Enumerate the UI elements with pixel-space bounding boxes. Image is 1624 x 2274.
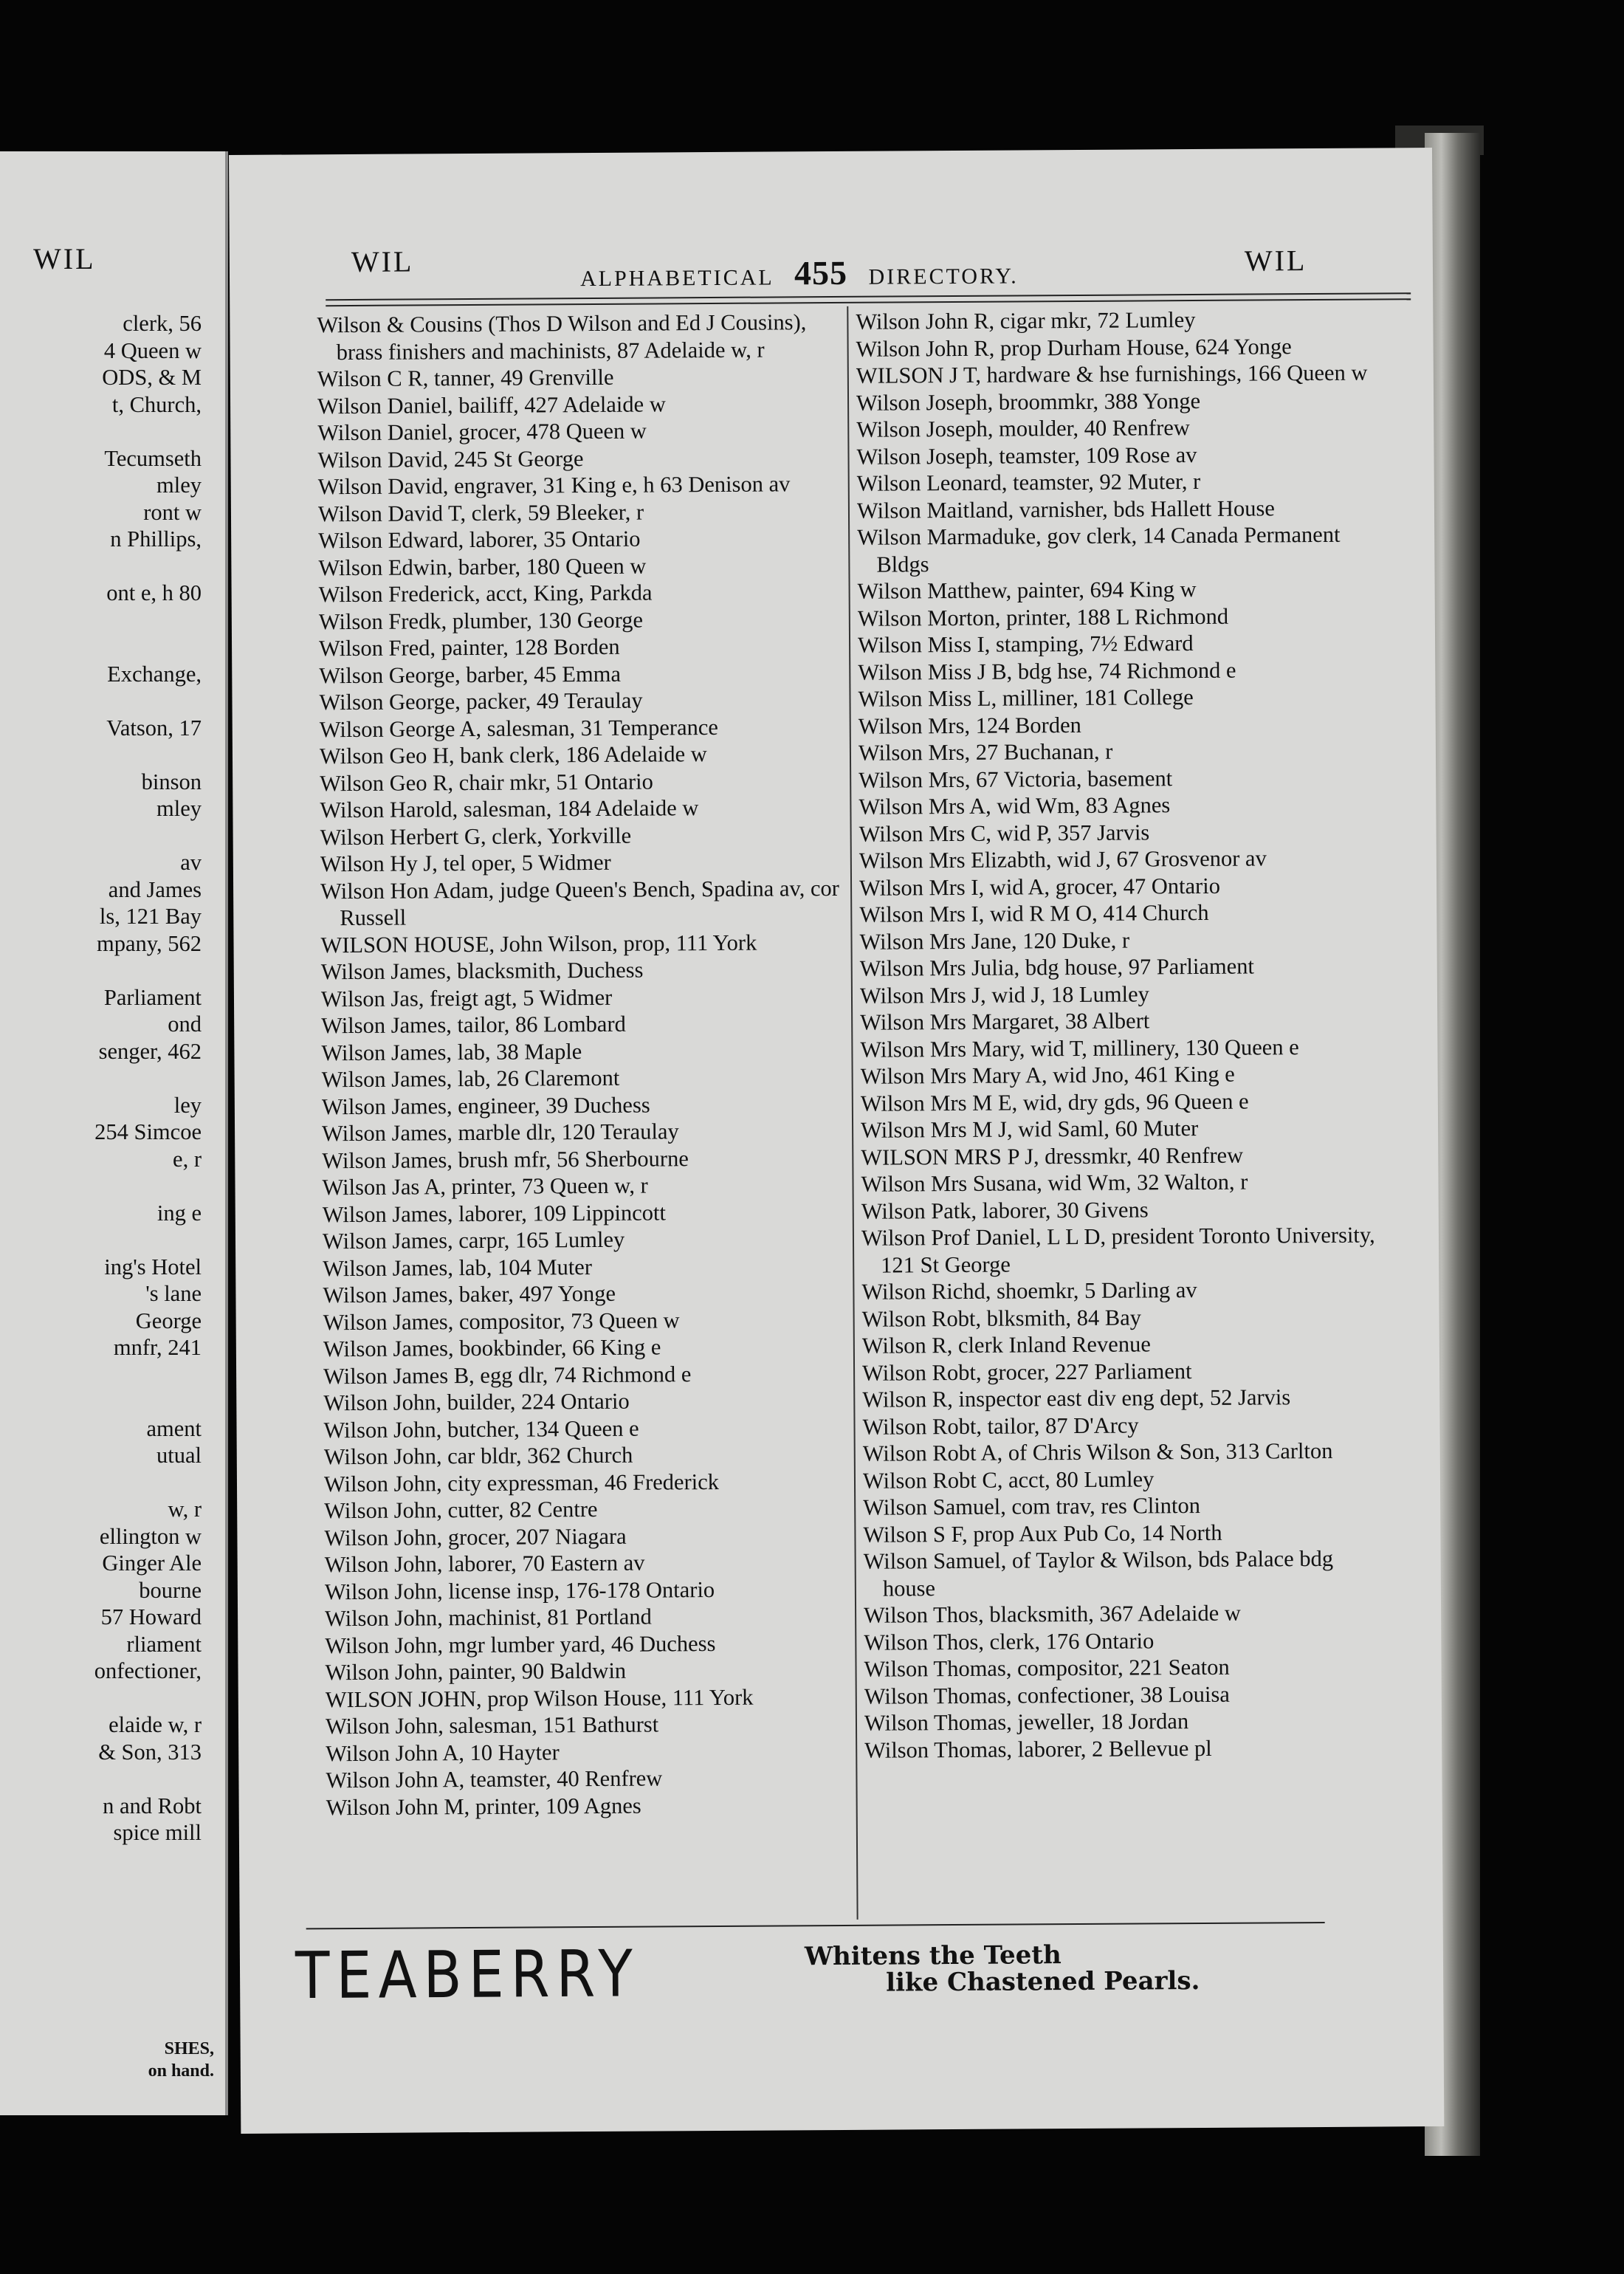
directory-entry: Wilson James, lab, 26 Claremont [321,1065,620,1093]
header-title-directory: DIRECTORY. [868,264,1019,289]
left-page-line: & Son, 313 [98,1739,202,1765]
directory-entry: Wilson Jas, freigt agt, 5 Widmer [320,984,613,1011]
directory-entry: Wilson James, lab, 38 Maple [321,1038,582,1065]
ad-tagline-2: like Chastened Pearls. [886,1966,1200,1998]
directory-entry: Wilson James, marble dlr, 120 Teraulay [321,1119,679,1147]
directory-entry: Wilson John, car bldr, 362 Church [323,1442,633,1470]
ad-brand-name: TEABERRY [295,1935,640,2013]
directory-entry: Wilson James, baker, 497 Yonge [323,1280,616,1308]
left-page-line: elaide w, r [109,1712,202,1737]
directory-entry: Wilson Herbert G, clerk, Yorkville [320,822,632,850]
directory-entry: Wilson David, 245 St George [317,445,584,473]
left-page-column [0,310,218,1847]
directory-column-2 [856,306,1381,1764]
directory-entry: Wilson John, laborer, 70 Eastern av [324,1550,645,1578]
directory-column-1 [317,309,850,1821]
directory-entry: Wilson John, grocer, 207 Niagara [324,1523,627,1550]
directory-entry: Wilson Fred, painter, 128 Borden [318,633,620,662]
directory-entry: Wilson James, lab, 104 Muter [323,1254,593,1281]
left-page-line: ing e [156,1200,202,1226]
left-page-line [0,687,218,715]
left-page-line: ODS, & M [102,365,202,390]
directory-entry: Wilson Mrs I, wid A, grocer, 47 Ontario [859,873,1221,901]
left-page-line: 254 Simcoe [94,1119,202,1144]
directory-entry: Wilson Thos, clerk, 176 Ontario [864,1627,1155,1655]
directory-entry: Wilson John, license insp, 176-178 Ontario [324,1576,715,1604]
directory-entry: Wilson Thomas, confectioner, 38 Louisa [864,1681,1230,1709]
directory-entry: Wilson Mrs A, wid Wm, 83 Agnes [859,792,1171,820]
directory-entry: Wilson Hy J, tel oper, 5 Widmer [320,849,611,877]
directory-entry: Wilson Edward, laborer, 35 Ontario [318,526,641,554]
directory-entry: Wilson Mrs Elizabth, wid J, 67 Grosvenor av [859,845,1267,873]
directory-entry: Wilson Robt, blksmith, 84 Bay [861,1304,1142,1332]
directory-entry: Wilson Joseph, teamster, 109 Rose av [856,442,1197,470]
directory-entry: Wilson Thos, blacksmith, 367 Adelaide w [863,1600,1241,1628]
left-page-line [0,741,218,769]
directory-entry: WILSON HOUSE, John Wilson, prop, 111 York [320,930,757,958]
left-page-line [0,1172,218,1200]
directory-entry: Wilson Mrs J, wid J, 18 Lumley [859,980,1149,1009]
left-page-line: ley [173,1092,202,1118]
header-right-word: WIL [1244,244,1307,278]
directory-entry: Wilson S F, prop Aux Pub Co, 14 North [863,1519,1222,1548]
directory-entry: Wilson C R, tanner, 49 Grenville [317,364,614,392]
directory-entry: Wilson James B, egg dlr, 74 Richmond e [323,1361,692,1389]
directory-entry: Wilson Joseph, moulder, 40 Renfrew [856,415,1190,442]
left-page-line [0,1685,218,1712]
directory-entry: Wilson Mrs, 124 Borden [858,712,1081,739]
directory-entry: Wilson John, cutter, 82 Centre [324,1496,598,1524]
left-page-line [0,418,218,445]
directory-entry: WILSON JOHN, prop Wilson House, 111 York [325,1684,754,1712]
left-page-line: w, r [168,1497,202,1522]
directory-entry: Wilson Mrs Julia, bdg house, 97 Parliament [859,953,1255,981]
directory-entry: Wilson John, butcher, 134 Queen e [323,1415,639,1443]
left-page-line: mpany, 562 [96,930,202,956]
directory-entry: Wilson Robt A, of Chris Wilson & Son, 313 Carlton [862,1437,1333,1466]
directory-entry: Wilson James, tailor, 86 Lombard [321,1011,626,1039]
directory-entry: Wilson R, inspector east div eng dept, 52 Jarvis [862,1384,1291,1412]
header-rule-bottom [326,298,1411,306]
left-page-line [0,957,218,984]
left-page-line: ont e, h 80 [106,580,202,605]
directory-entry: Wilson James, carpr, 165 Lumley [322,1226,625,1254]
directory-entry: Wilson Daniel, grocer, 478 Queen w [317,418,647,446]
left-page-line: and James [108,876,202,902]
directory-entry: Wilson Mrs Margaret, 38 Albert [860,1008,1150,1035]
left-page-line [0,1361,218,1389]
directory-entry: Wilson Mrs Mary, wid T, millinery, 130 Queen e [860,1034,1299,1062]
directory-entry: Wilson James, laborer, 109 Lippincott [322,1199,666,1227]
directory-entry: Wilson Miss L, milliner, 181 College [858,684,1194,712]
left-page-line: rliament [126,1631,202,1657]
left-page-line: binson [141,769,202,794]
directory-entry: Wilson Harold, salesman, 184 Adelaide w [320,795,699,823]
left-page-line: utual [156,1443,202,1468]
left-page-line: ing's Hotel [104,1254,202,1279]
left-page-line: mley [156,473,202,498]
teaberry-advertisement [295,1932,1256,2013]
left-page-line [0,633,218,661]
directory-entry: Wilson John, painter, 90 Baldwin [325,1658,627,1686]
directory-entry: Wilson Thomas, laborer, 2 Bellevue pl [864,1735,1212,1763]
left-page-line: ament [146,1415,202,1441]
left-page-line [0,822,218,850]
directory-entry: Wilson Robt, grocer, 227 Parliament [861,1358,1192,1386]
left-page-line [0,1065,218,1092]
directory-entry: Wilson Geo R, chair mkr, 51 Ontario [320,769,653,796]
directory-entry: Wilson Joseph, broommkr, 388 Yonge [856,388,1201,416]
directory-entry: Wilson David T, clerk, 59 Bleeker, r [317,499,644,526]
directory-entry: Wilson Hon Adam, judge Queen's Bench, Spadina av, cor Russell [320,875,839,931]
directory-entry: Wilson Frederick, acct, King, Parkda [318,580,653,608]
ad-tagline-1: Whitens the Teeth [804,1940,1062,1972]
directory-entry: Wilson Thomas, jeweller, 18 Jordan [864,1708,1189,1736]
directory-entry: Wilson James, engineer, 39 Duchess [321,1092,650,1119]
directory-entry: Wilson Jas A, printer, 73 Queen w, r [322,1172,648,1200]
left-page-header: WIL [33,242,96,275]
left-page-line: n Phillips, [110,526,202,552]
directory-entry: Wilson Geo H, bank clerk, 186 Adelaide w [319,741,707,769]
left-page-line [0,607,218,634]
footer-rule [306,1922,1325,1929]
directory-entry: Wilson John, city expressman, 46 Frederick [323,1469,720,1497]
left-page-line: ellington w [99,1523,202,1549]
directory-page [229,148,1444,2134]
directory-entry: Wilson Mrs C, wid P, 357 Jarvis [859,819,1150,847]
left-page-line: Parliament [103,984,202,1010]
directory-entry: Wilson David, engraver, 31 King e, h 63 Denison av [317,471,791,500]
left-page-line: mley [156,796,202,821]
directory-entry: Wilson John, machinist, 81 Portland [325,1604,652,1632]
directory-entry: Wilson James, blacksmith, Duchess [320,957,644,985]
header-left-word: WIL [351,244,414,278]
directory-entry: Wilson Samuel, of Taylor & Wilson, bds Palace bdg house [863,1545,1334,1601]
directory-entry: Wilson James, compositor, 73 Queen w [323,1307,680,1335]
directory-entry: Wilson Samuel, com trav, res Clinton [863,1492,1201,1520]
directory-entry: Wilson John R, cigar mkr, 72 Lumley [856,307,1196,334]
directory-entry: Wilson Robt, tailor, 87 D'Arcy [862,1412,1139,1440]
directory-entry: Wilson Daniel, bailiff, 427 Adelaide w [317,391,666,419]
running-head [580,252,1019,294]
left-page-line [0,1226,218,1254]
directory-entry: Wilson Miss J B, bdg hse, 74 Richmond e [858,657,1236,685]
left-page-line: Tecumseth [104,445,202,471]
directory-entry: Wilson Mrs, 27 Buchanan, r [858,738,1113,766]
left-page-line: Vatson, 17 [106,715,202,741]
left-page [0,151,228,2115]
left-page-footer [0,2038,228,2082]
directory-entry: Wilson Patk, laborer, 30 Givens [861,1196,1149,1224]
directory-entry: Wilson John, builder, 224 Ontario [323,1388,630,1416]
directory-entry: Wilson Prof Daniel, L L D, president Toronto University, 121 St George [861,1222,1375,1278]
directory-entry: Wilson Robt C, acct, 80 Lumley [862,1466,1155,1494]
directory-entry: Wilson Mrs Susana, wid Wm, 32 Walton, r [861,1169,1248,1197]
left-page-line: clerk, 56 [123,311,202,336]
left-page-line: senger, 462 [98,1038,202,1064]
left-page-line: onfectioner, [94,1658,202,1683]
left-page-line: ront w [143,499,202,525]
directory-entry: Wilson Mrs Jane, 120 Duke, r [859,927,1130,955]
left-page-line [0,1765,218,1793]
page-number: 455 [794,253,848,292]
directory-entry: Wilson Mrs Mary A, wid Jno, 461 King e [860,1061,1235,1089]
directory-entry: Wilson Mrs M J, wid Saml, 60 Muter [860,1116,1199,1143]
directory-entry: Wilson John A, teamster, 40 Renfrew [326,1765,663,1793]
header-title-alphabetical: ALPHABETICAL [579,265,774,292]
left-page-line: bourne [139,1577,202,1603]
directory-entry: Wilson George, packer, 49 Teraulay [319,687,643,715]
left-page-line: 4 Queen w [103,337,202,363]
left-page-line [0,1388,218,1415]
directory-entry: Wilson Mrs I, wid R M O, 414 Church [859,899,1209,927]
directory-entry: Wilson George A, salesman, 31 Temperance [319,714,718,742]
left-page-line: Ginger Ale [102,1550,202,1576]
directory-entry: Wilson James, brush mfr, 56 Sherbourne [322,1145,689,1173]
left-page-line: 57 Howard [100,1604,202,1629]
directory-entry: Wilson Matthew, painter, 694 King w [857,577,1197,604]
directory-entry: Wilson John R, prop Durham House, 624 Yonge [856,333,1292,362]
directory-entry: Wilson Mrs, 67 Victoria, basement [859,765,1173,793]
directory-entry: Wilson Richd, shoemkr, 5 Darling av [861,1277,1197,1305]
directory-entry: Wilson John M, printer, 109 Agnes [326,1793,641,1820]
directory-entry: Wilson R, clerk Inland Revenue [861,1331,1151,1358]
left-page-line: av [180,850,202,875]
left-page-line: George [135,1308,202,1333]
directory-entry: Wilson John A, 10 Hayter [326,1739,560,1766]
directory-entry: Wilson George, barber, 45 Emma [319,661,622,688]
left-page-line: ond [168,1011,202,1037]
left-page-line: mnfr, 241 [113,1335,202,1360]
left-page-line: n and Robt [103,1793,202,1818]
directory-entry: Wilson Thomas, compositor, 221 Seaton [864,1654,1230,1682]
left-page-line: t, Church, [111,391,202,417]
left-page-line: Exchange, [107,661,202,687]
left-page-line: e, r [173,1146,202,1172]
directory-entry: Wilson Morton, printer, 188 L Richmond [857,603,1229,631]
left-footer-line: on hand. [148,2061,214,2081]
left-page-line: 's lane [145,1281,202,1306]
directory-entry: WILSON MRS P J, dressmkr, 40 Renfrew [861,1142,1244,1170]
directory-entry: Wilson John, mgr lumber yard, 46 Duchess [325,1630,716,1658]
directory-entry: Wilson Edwin, barber, 180 Queen w [318,553,647,580]
directory-entry: Wilson & Cousins (Thos D Wilson and Ed J Cousins), brass finishers and machinists, 87 Adelaide w, r [317,309,807,365]
directory-entry: Wilson Marmaduke, gov clerk, 14 Canada Permanent Bldgs [857,521,1341,577]
directory-entry: Wilson Maitland, varnisher, bds Hallett House [856,495,1275,523]
left-footer-line: SHES, [164,2039,214,2058]
directory-entry: Wilson Mrs M E, wid, dry gds, 96 Queen e [860,1088,1249,1116]
directory-entry: Wilson Fredk, plumber, 130 George [318,607,644,634]
directory-entry: Wilson James, bookbinder, 66 King e [323,1334,661,1362]
left-page-line: ls, 121 Bay [99,904,202,929]
directory-entry: WILSON J T, hardware & hse furnishings, 166 Queen w [856,360,1368,388]
directory-entry: Wilson Miss I, stamping, 7½ Edward [857,631,1194,658]
directory-entry: Wilson John, salesman, 151 Bathurst [325,1711,659,1739]
left-page-line [0,1469,218,1497]
left-page-line: spice mill [113,1820,202,1845]
left-page-line [0,553,218,580]
directory-entry: Wilson Leonard, teamster, 92 Muter, r [856,468,1201,496]
